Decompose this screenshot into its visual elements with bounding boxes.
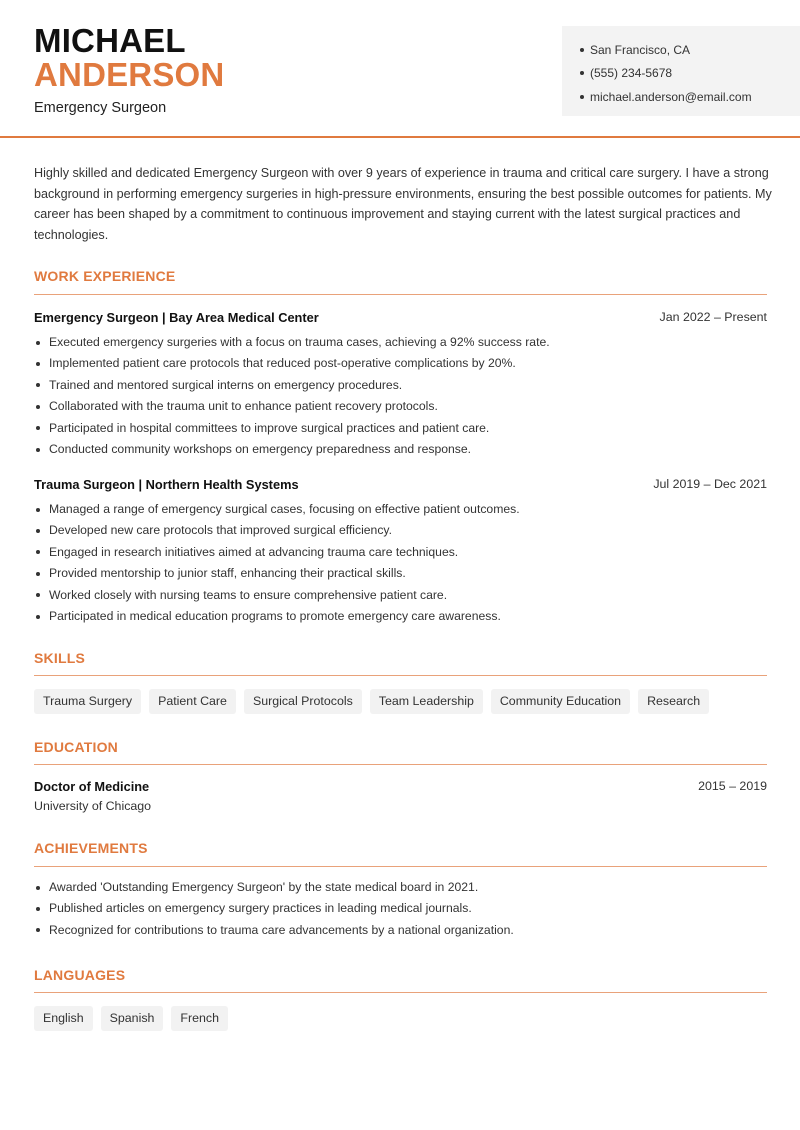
job-dates: Jan 2022 – Present <box>659 310 767 324</box>
job-bullets <box>34 332 767 460</box>
bullet-dot-icon <box>36 615 40 619</box>
list-item-text: Awarded 'Outstanding Emergency Surgeon' by the state medical board in 2021. <box>49 880 479 894</box>
contact-location <box>580 38 800 62</box>
list-item-text: Conducted community workshops on emergency preparedness and response. <box>49 441 472 456</box>
list-item <box>34 585 767 606</box>
list-item-text: Engaged in research initiatives aimed at advancing trauma care techniques. <box>49 544 459 559</box>
contact-email-text: michael.anderson@email.com <box>590 89 752 104</box>
section-divider <box>34 764 767 765</box>
bullet-dot-icon <box>36 426 40 430</box>
bullet-dot-icon <box>580 95 584 99</box>
list-item <box>34 920 767 941</box>
job-role: Trauma Surgeon | Northern Health Systems <box>34 477 299 492</box>
section-divider <box>34 675 767 676</box>
skill-tag: Trauma Surgery <box>34 689 141 714</box>
list-item-text: Trained and mentored surgical interns on emergency procedures. <box>49 377 403 392</box>
list-item-text: Participated in hospital committees to improve surgical practices and patient care. <box>49 420 490 435</box>
skill-tag: Research <box>638 689 709 714</box>
bullet-dot-icon <box>36 448 40 452</box>
contact-email <box>580 85 800 109</box>
bullet-dot-icon <box>36 341 40 345</box>
bullet-dot-icon <box>36 593 40 597</box>
section-title-work: WORK EXPERIENCE <box>34 268 176 284</box>
skill-tag: Team Leadership <box>370 689 483 714</box>
list-item-text: Managed a range of emergency surgical cases, focusing on effective patient outcomes. <box>49 502 520 516</box>
list-item-text: Participated in medical education programs to promote emergency care awareness. <box>49 608 501 623</box>
job-role: Emergency Surgeon | Bay Area Medical Center <box>34 310 319 325</box>
list-item <box>34 563 767 584</box>
bullet-dot-icon <box>36 550 40 554</box>
language-tags <box>34 1006 228 1031</box>
bullet-dot-icon <box>36 362 40 366</box>
contact-box <box>562 26 800 116</box>
list-item <box>34 418 767 439</box>
list-item-text: Developed new care protocols that improved surgical efficiency. <box>49 523 393 538</box>
list-item <box>34 439 767 460</box>
resume-header <box>0 0 800 138</box>
section-divider <box>34 992 767 993</box>
list-item <box>34 375 767 396</box>
skill-tag: Patient Care <box>149 689 236 714</box>
skill-tag: Community Education <box>491 689 630 714</box>
bullet-dot-icon <box>36 508 40 512</box>
list-item-text: Worked closely with nursing teams to ensure comprehensive patient care. <box>49 587 448 602</box>
contact-phone <box>580 62 800 86</box>
job-title: Emergency Surgeon <box>34 100 167 116</box>
achievement-bullets <box>34 877 767 941</box>
profile-summary: Highly skilled and dedicated Emergency Surgeon with over 9 years of experience in trauma and critical care surgery. I have a strong background in performing emergency surgeries in high-pressure environments, ensuring the best possible outcomes for patients. My career has been shaped by a commitment to continuous improvement and staying current with the latest surgical practices and technologies. <box>34 166 772 243</box>
list-item-text: Provided mentorship to junior staff, enhancing their practical skills. <box>49 566 406 581</box>
bullet-dot-icon <box>36 529 40 533</box>
job-dates: Jul 2019 – Dec 2021 <box>653 477 767 491</box>
section-title-education: EDUCATION <box>34 739 118 755</box>
bullet-dot-icon <box>580 48 584 52</box>
education-degree: Doctor of Medicine <box>34 779 150 794</box>
bullet-dot-icon <box>580 71 584 75</box>
list-item <box>34 606 767 627</box>
education-school: University of Chicago <box>34 799 152 813</box>
bullet-dot-icon <box>36 405 40 409</box>
section-divider <box>34 866 767 867</box>
list-item <box>34 353 767 374</box>
list-item <box>34 542 767 563</box>
bullet-dot-icon <box>36 886 40 890</box>
contact-location-text: San Francisco, CA <box>590 42 691 57</box>
education-dates: 2015 – 2019 <box>698 779 767 793</box>
list-item <box>34 396 767 417</box>
section-title-skills: SKILLS <box>34 650 85 666</box>
bullet-dot-icon <box>36 383 40 387</box>
contact-phone-text: (555) 234-5678 <box>590 66 673 81</box>
section-title-languages: LANGUAGES <box>34 967 126 983</box>
list-item-text: Recognized for contributions to trauma care advancements by a national organization. <box>49 922 514 937</box>
list-item-text: Published articles on emergency surgery practices in leading medical journals. <box>49 901 472 916</box>
language-tag: Spanish <box>101 1006 164 1031</box>
bullet-dot-icon <box>36 928 40 932</box>
job-bullets <box>34 499 767 627</box>
skills-tags <box>34 689 709 714</box>
last-name: ANDERSON <box>34 56 225 93</box>
job-header <box>34 477 767 492</box>
skill-tag: Surgical Protocols <box>244 689 362 714</box>
list-item <box>34 520 767 541</box>
language-tag: English <box>34 1006 93 1031</box>
section-title-achievements: ACHIEVEMENTS <box>34 840 148 856</box>
bullet-dot-icon <box>36 572 40 576</box>
first-name: MICHAEL <box>34 22 186 59</box>
language-tag: French <box>171 1006 228 1031</box>
section-divider <box>34 294 767 295</box>
list-item <box>34 332 767 353</box>
job-header <box>34 310 767 325</box>
bullet-dot-icon <box>36 907 40 911</box>
list-item-text: Collaborated with the trauma unit to enhance patient recovery protocols. <box>49 399 438 414</box>
list-item <box>34 877 767 898</box>
list-item-text: Executed emergency surgeries with a focus on trauma cases, achieving a 92% success rate. <box>49 335 550 349</box>
list-item-text: Implemented patient care protocols that reduced post-operative complications by 20%. <box>49 356 516 371</box>
list-item <box>34 898 767 919</box>
list-item <box>34 499 767 520</box>
